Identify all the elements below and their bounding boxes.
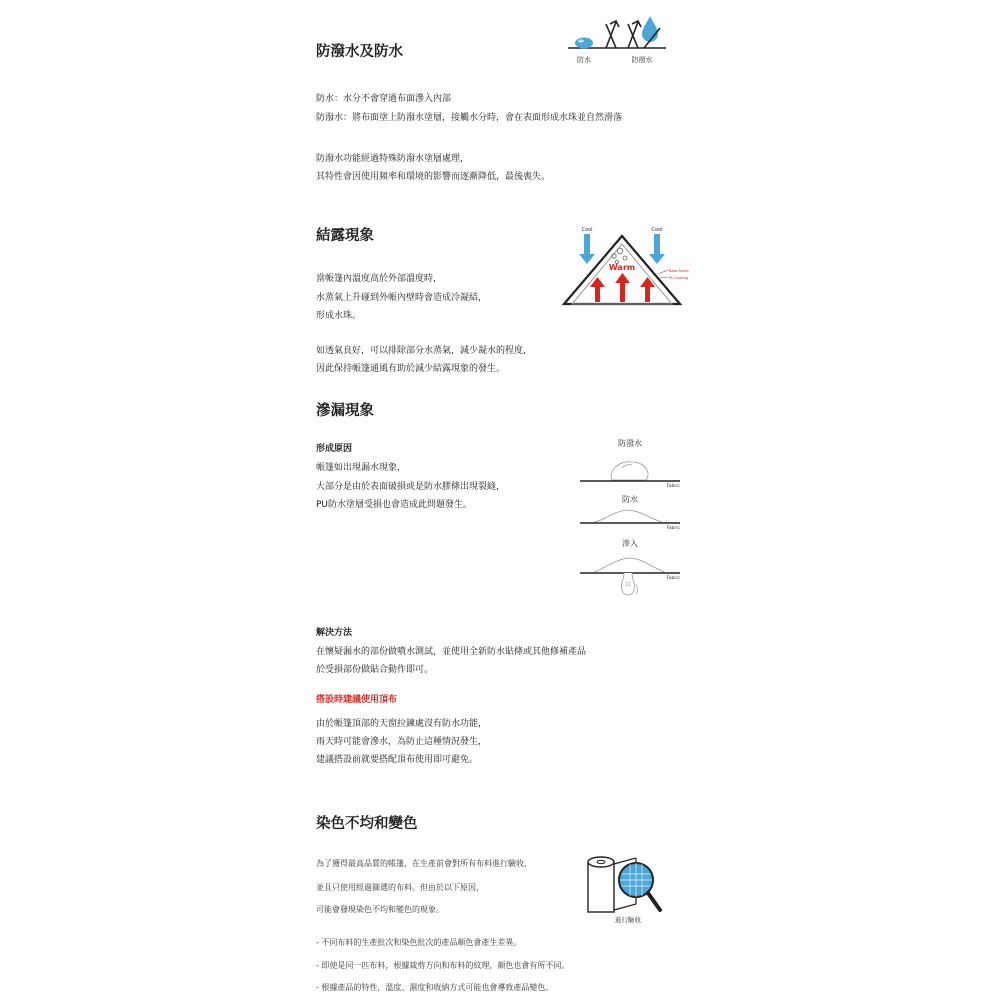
s3-text-line: PU防水塗層受損也會造成此問題發生。	[316, 500, 473, 510]
s1-text-line: 防水：水分不會穿過布面滲入內部	[316, 94, 452, 104]
cool-arrow-icon	[579, 254, 595, 264]
s2-text-line: 如透氣良好，可以排除部分水蒸氣，減少凝水的程度，	[316, 346, 533, 356]
s4-text-line: 為了獲得最高品質的帳篷，在生產前會對所有布料進行驗收，	[316, 859, 532, 868]
s3-text-line: 帳篷如出現漏水現象，	[316, 463, 407, 473]
fabric-label: Fabric	[666, 484, 680, 489]
fig-label-waterproof: 防水	[622, 495, 638, 504]
fabric-inspection-diagram	[584, 852, 668, 924]
bullet-item: - 即使是同一匹布料，根據裁剪方向和布料的紋理，顏色也會有所不同。	[316, 961, 570, 970]
s2-text-line: 因此保持帳篷通風有助於減少結露現象的發生。	[316, 364, 506, 374]
s3-text-line: 在懷疑漏水的部份做噴水測試，並使用全新防水貼條或其他修補產品	[316, 647, 587, 657]
s1-text-line: 防潑水：將布面塗上防潑水塗層，接觸水分時，會在表面形成水珠並自然滑落	[316, 113, 623, 123]
s4-text-line: 可能會發現染色不均和變色的現象。	[316, 905, 444, 914]
section-title-leakage: 滲漏現象	[316, 403, 374, 419]
waterproof-diagram	[562, 14, 672, 70]
warm-arrow-icon	[640, 277, 655, 287]
subheading-cause: 形成原因	[316, 444, 353, 454]
fig-label-repellent: 防潑水	[618, 439, 642, 448]
coating-layer-label: PU Coating	[669, 276, 689, 280]
fig-label-waterproof: 防水	[577, 56, 591, 64]
warm-arrow-icon	[590, 277, 605, 287]
s2-text-line: 形成水珠。	[316, 311, 362, 321]
cool-label: Cool	[651, 227, 663, 233]
section-title-dye-variation: 染色不均和變色	[316, 816, 418, 832]
warm-label: Warm	[608, 263, 636, 272]
leakage-diagram	[576, 434, 684, 599]
section-title-water-repellent: 防潑水及防水	[316, 44, 403, 60]
subheading-solution: 解決方法	[316, 628, 353, 638]
s4-text-line: 並且只使用經過篩選的布料。但由於以下原因，	[316, 883, 484, 892]
cool-label: Cool	[581, 227, 593, 233]
tip-heading: 搭設時建議使用頂布	[316, 695, 398, 705]
section-title-condensation: 結露現象	[316, 228, 374, 244]
cool-arrow-icon	[649, 254, 665, 264]
condensation-diagram	[560, 222, 700, 308]
warm-arrow-icon	[615, 273, 630, 283]
fig-label-seep: 滲入	[622, 539, 638, 548]
s1-text-line: 防潑水功能經過特殊防潑水塗層處理，	[316, 154, 470, 164]
water-bead-icon	[575, 38, 593, 49]
s3-text-line: 由於帳篷頂部的天窗拉鍊處沒有防水功能，	[316, 719, 488, 729]
leak-drop-icon	[621, 573, 634, 595]
fabric-label: Fabric	[666, 576, 680, 581]
bullet-item: - 不同布料的生產批次和染色批次的產品顏色會產生差異。	[316, 938, 522, 947]
s3-text-line: 大部分是由於表面破損或是防水膠條出現裂縫，	[316, 482, 506, 492]
water-film-icon	[594, 510, 662, 522]
bullet-item: - 根據產品的特性，溫度、濕度和收納方式可能也會導致產品變色。	[316, 983, 554, 992]
water-drop-icon	[642, 16, 658, 42]
fabric-layer-label: Base Fabric	[669, 269, 690, 273]
s3-text-line: 雨天時可能會滲水，為防止這種情況發生，	[316, 737, 488, 747]
s2-text-line: 當帳篷內溫度高於外部溫度時，	[316, 274, 443, 284]
s2-text-line: 水蒸氣上升碰到外帳內壁時會造成冷凝結，	[316, 293, 488, 303]
s3-text-line: 於受損部份做貼合動作即可。	[316, 665, 434, 675]
fig-label-inspection: 進行驗收	[615, 916, 641, 924]
fabric-roll-icon	[588, 862, 614, 912]
fig-label-water-repellent: 防潑水	[631, 56, 653, 64]
fabric-label: Fabric	[666, 526, 680, 531]
s1-text-line: 其特性會因使用頻率和環境的影響而逐漸降低，最後喪失。	[316, 172, 551, 182]
s3-text-line: 建議搭設前就要搭配頂布使用即可避免。	[316, 755, 479, 765]
